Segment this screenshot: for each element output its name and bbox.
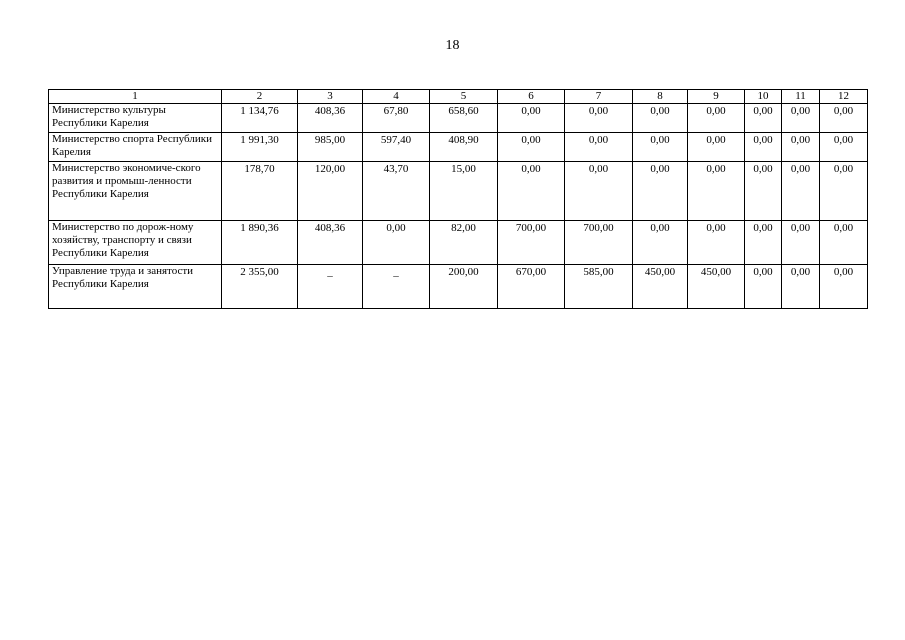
value-cell: 1 134,76 xyxy=(222,104,298,133)
value-cell: 0,00 xyxy=(745,221,782,265)
value-cell: 0,00 xyxy=(363,221,430,265)
value-cell: 0,00 xyxy=(688,221,745,265)
value-cell: 597,40 xyxy=(363,133,430,162)
value-cell: 0,00 xyxy=(688,104,745,133)
value-cell: 450,00 xyxy=(688,265,745,309)
value-cell: 0,00 xyxy=(820,162,868,221)
value-cell: 1 991,30 xyxy=(222,133,298,162)
value-cell: 120,00 xyxy=(298,162,363,221)
value-cell: 0,00 xyxy=(745,133,782,162)
organization-cell: Управление труда и занятости Республики Карелия xyxy=(49,265,222,309)
organization-cell: Министерство культуры Республики Карелия xyxy=(49,104,222,133)
column-header: 1 xyxy=(49,90,222,104)
column-header: 8 xyxy=(633,90,688,104)
value-cell: 0,00 xyxy=(633,162,688,221)
column-header: 9 xyxy=(688,90,745,104)
value-cell: 0,00 xyxy=(745,265,782,309)
value-cell: 0,00 xyxy=(565,162,633,221)
value-cell: 0,00 xyxy=(820,221,868,265)
column-header: 11 xyxy=(782,90,820,104)
value-cell: 0,00 xyxy=(633,221,688,265)
value-cell: 670,00 xyxy=(498,265,565,309)
column-header: 6 xyxy=(498,90,565,104)
table-row xyxy=(49,265,868,309)
header-row xyxy=(49,90,868,104)
value-cell: 0,00 xyxy=(820,265,868,309)
organization-cell: Министерство по дорож-ному хозяйству, транспорту и связи Республики Карелия xyxy=(49,221,222,265)
value-cell: 0,00 xyxy=(782,162,820,221)
value-cell: 450,00 xyxy=(633,265,688,309)
value-cell: 0,00 xyxy=(782,221,820,265)
column-header: 3 xyxy=(298,90,363,104)
value-cell: 0,00 xyxy=(498,133,565,162)
value-cell: 0,00 xyxy=(782,265,820,309)
value-cell: _ xyxy=(363,265,430,309)
organization-cell: Министерство спорта Республики Карелия xyxy=(49,133,222,162)
value-cell: 700,00 xyxy=(498,221,565,265)
column-header: 2 xyxy=(222,90,298,104)
page-number: 18 xyxy=(445,38,460,53)
value-cell: 985,00 xyxy=(298,133,363,162)
value-cell: 0,00 xyxy=(633,104,688,133)
value-cell: 658,60 xyxy=(430,104,498,133)
value-cell: 200,00 xyxy=(430,265,498,309)
value-cell: 82,00 xyxy=(430,221,498,265)
value-cell: 0,00 xyxy=(745,104,782,133)
table-row xyxy=(49,162,868,221)
value-cell: 0,00 xyxy=(498,162,565,221)
column-header: 10 xyxy=(745,90,782,104)
value-cell: 0,00 xyxy=(745,162,782,221)
table-row xyxy=(49,221,868,265)
value-cell: 0,00 xyxy=(565,133,633,162)
value-cell: 0,00 xyxy=(498,104,565,133)
table-row xyxy=(49,133,868,162)
value-cell: 700,00 xyxy=(565,221,633,265)
value-cell: 408,90 xyxy=(430,133,498,162)
organization-cell: Министерство экономиче-ского развития и промыш-ленности Республики Карелия xyxy=(49,162,222,221)
value-cell: 0,00 xyxy=(565,104,633,133)
value-cell: _ xyxy=(298,265,363,309)
table-row xyxy=(49,104,868,133)
value-cell: 1 890,36 xyxy=(222,221,298,265)
column-header: 7 xyxy=(565,90,633,104)
budget-table xyxy=(48,89,868,309)
column-header: 5 xyxy=(430,90,498,104)
value-cell: 0,00 xyxy=(782,104,820,133)
column-header: 12 xyxy=(820,90,868,104)
value-cell: 408,36 xyxy=(298,221,363,265)
column-header: 4 xyxy=(363,90,430,104)
value-cell: 408,36 xyxy=(298,104,363,133)
value-cell: 0,00 xyxy=(820,133,868,162)
value-cell: 178,70 xyxy=(222,162,298,221)
value-cell: 2 355,00 xyxy=(222,265,298,309)
value-cell: 585,00 xyxy=(565,265,633,309)
value-cell: 0,00 xyxy=(633,133,688,162)
value-cell: 0,00 xyxy=(688,162,745,221)
value-cell: 0,00 xyxy=(688,133,745,162)
value-cell: 0,00 xyxy=(782,133,820,162)
value-cell: 15,00 xyxy=(430,162,498,221)
value-cell: 67,80 xyxy=(363,104,430,133)
value-cell: 0,00 xyxy=(820,104,868,133)
value-cell: 43,70 xyxy=(363,162,430,221)
